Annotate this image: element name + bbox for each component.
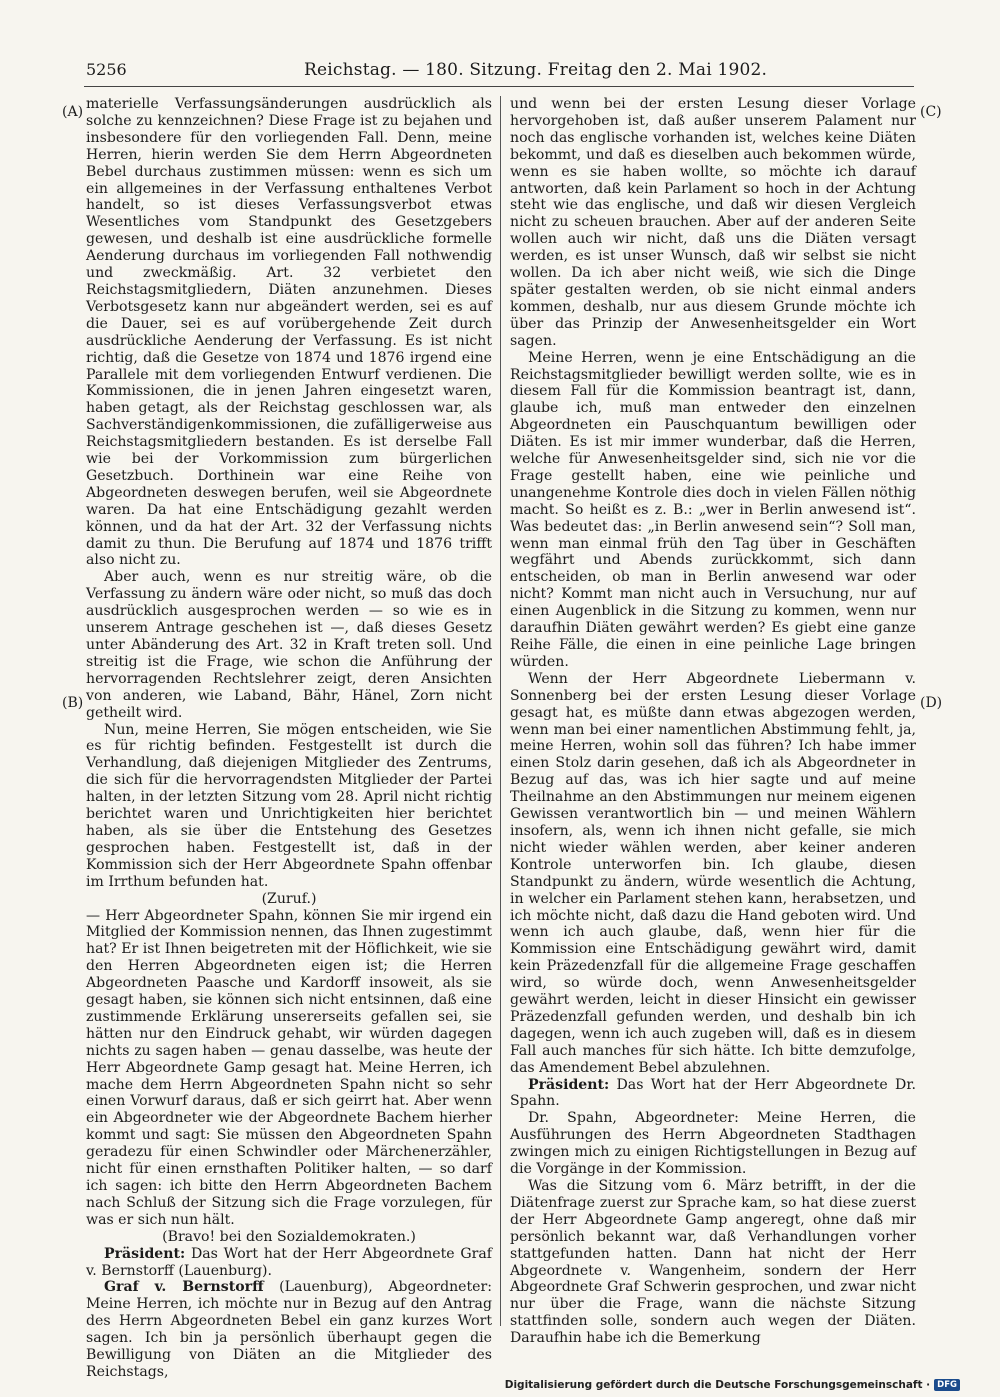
interjection: (Bravo! bei den Sozialdemokraten.)	[162, 1228, 416, 1245]
speaker-text: Das Wort hat der Herr Abgeordnete Graf v. Bernstorff (Lauenburg).	[86, 1245, 492, 1279]
speaker-paragraph	[510, 1077, 916, 1111]
speaker-name: Präsident:	[528, 1076, 610, 1093]
speaker-name: Graf v. Bernstorff	[104, 1279, 264, 1296]
margin-letter-a: (A)	[62, 104, 84, 120]
paragraph: Aber auch, wenn es nur streitig wäre, ob die Verfassung zu ändern wäre oder nicht, so muß das doch ausdrücklich ausgesprochen werden — so wie es in unserem Antrage geschehen ist —, daß dieses Gesetz unter Abänderung des Art. 32 in Kraft treten soll. Und streitig ist die Frage, wie schon die Anführung der hervorragenden Rechtslehrer zeigt, deren Ansichten von anderen, wie Laband, Bähr, Hänel, Zorn nicht getheilt wird.	[86, 569, 492, 721]
speaker-text: , Abgeordneter: Meine Herren, die Ausführungen des Herrn Abgeordneten Stadthagen zwingen mich zu einigen Richtigstellungen in Bezug auf die Vorgänge in der Kommission.	[510, 1110, 917, 1178]
paragraph: und wenn bei der ersten Lesung dieser Vorlage hervorgehoben ist, daß außer unserem Palament nur noch das englische vorhanden ist, welches keine Diäten bekommt, und daß es dieselben auch bekommen würde, wenn es sie haben wollte, so möchte ich darauf antworten, daß kein Parlament so hoch in der Achtung steht wie das englische, und daß wir diesen Vergleich nicht zu scheuen brauchen. Aber auf der anderen Seite wollen auch wir nicht, daß uns die Diäten versagt werden, es ist unser Wunsch, daß wir selbst sie nicht wollen. Da ich aber nicht weiß, wie sich die Dinge später gestalten werden, ob sie nicht einmal anders kommen, deshalb, nur aus diesem Grunde möchte ich über das Prinzip der Anwesenheitsgelder ein Wort sagen.	[510, 96, 916, 349]
paragraph: Was die Sitzung vom 6. März betrifft, in der die Diätenfrage zuerst zur Sprache kam, so hat diese zuerst der Herr Abgeordnete Gamp angeregt, ohne daß mir persönlich bekannt war, daß Verhandlungen vorher stattgefunden hatten. Dann hat nicht der Herr Abgeordnete v. Wangenheim, sondern der Herr Abgeordnete Graf Schwerin gesprochen, und zwar nicht nur über die Frage, wann die nächste Sitzung stattfinden solle, sondern auch wegen der Diäten. Daraufhin habe ich die Bemerkung	[510, 1178, 916, 1347]
header-rule	[84, 86, 914, 87]
page-number: 5256	[86, 60, 127, 79]
paragraph: Meine Herren, wenn je eine Entschädigung an die Reichstagsmitglieder bewilligt werden sollte, wie es in diesem Fall für die Kommission beantragt ist, dann, glaube ich, muß man entweder den einzelnen Abgeordneten ein Pauschquantum bewilligen oder Diäten. Es ist mir immer wunderbar, daß die Herren, welche für Anwesenheitsgelder sind, sich nie vor die Frage gestellt haben, eine wie peinliche und unangenehme Kontrole dies doch in vielen Fällen nöthig macht. So heißt es z. B.: „wer in Berlin anwesend ist“. Was bedeutet das: „in Berlin anwesend sein“? Soll man, wenn man einmal früh den Tag über in Geschäften wegfährt und Abends zurückkommt, sich dann entscheiden, ob man in Berlin anwesend war oder nicht? Kommt man nicht auch in Versuchung, nur auf einen Augenblick in die Sitzung zu kommen, wenn nur daraufhin Diäten gewährt werden? Es giebt eine ganze Reihe Fälle, die einen in eine peinliche Lage bringen würden.	[510, 349, 916, 670]
footer-credit	[505, 1379, 960, 1391]
speaker-text: Das Wort hat der Herr Abgeordnete Dr. Spahn.	[510, 1076, 916, 1110]
speaker-name: Dr. Spahn	[528, 1110, 613, 1127]
paragraph: materielle Verfassungsänderungen ausdrücklich als solche zu kennzeichnen? Diese Frage ist zu bejahen und insbesondere für den vorliegenden Fall. Denn, meine Herren, hierin werden Sie dem Herrn Abgeordneten Bebel durchaus zustimmen müssen: wenn es sich um ein allgemeines in der Verfassung enthaltenes Verbot handelt, so ist dieses Verfassungsverbot etwas Wesentliches vom Standpunkt des Gesetzgebers gewesen, und deshalb ist eine ausdrückliche formelle Aenderung durchaus im vorliegenden Fall nothwendig und zweckmäßig. Art. 32 verbietet den Reichstagsmitgliedern, Diäten anzunehmen. Dieses Verbotsgesetz kann nur abgeändert werden, sei es auf die Dauer, sei es auf vorübergehende Zeit durch ausdrückliche Aenderung der Verfassung. Es ist nicht richtig, daß die Gesetze von 1874 und 1876 irgend eine Parallele mit dem vorliegenden Entwurf verdienen. Die Kommissionen, die in jenen Jahren eingesetzt waren, haben getagt, als der Reichstag geschlossen war, als Sachverständigenkommissionen, die zufälligerweise aus Reichstagsmitgliedern bestanden. Es ist derselbe Fall wie bei der Vorkommission zum bürgerlichen Gesetzbuch. Dorthinein war eine Reihe von Abgeordneten deswegen berufen, weil sie Abgeordnete waren. Da hat eine Entschädigung gezahlt werden können, und da hat der Art. 32 der Verfassung nichts damit zu thun. Die Berufung auf 1874 und 1876 trifft also nicht zu.	[86, 96, 492, 569]
speaker-text: (Lauenburg), Abgeordneter: Meine Herren, ich möchte nur in Bezug auf den Antrag des Herrn Abgeordneten Bebel ein ganz kurzes Wort sagen. Ich bin ja persönlich überhaupt gegen die Bewilligung von Diäten an die Mitglieder des Reichstags,	[86, 1279, 492, 1380]
speaker-name: Präsident:	[104, 1245, 186, 1262]
margin-letter-c: (C)	[920, 104, 942, 120]
interjection: (Zuruf.)	[261, 890, 317, 907]
right-column	[510, 96, 916, 1347]
paragraph: Nun, meine Herren, Sie mögen entscheiden, wie Sie es für richtig befinden. Festgestellt ist durch die Verhandlung, daß diejenigen Mitglieder des Zentrums, die sich für die hervorragendsten Mitglieder der Partei halten, in der letzten Sitzung vom 28. April nicht richtig berichtet waren und Unrichtigkeiten hier berichtet haben, als sie über die Entstehung des Gesetzes gesprochen haben. Festgestellt ist, daß in der Kommission sich der Herr Abgeordnete Spahn offenbar im Irrthum befunden hat.	[86, 721, 492, 890]
dfg-logo: DFG	[934, 1379, 960, 1391]
margin-letter-b: (B)	[62, 695, 84, 711]
column-divider	[500, 96, 501, 1326]
paragraph: Wenn der Herr Abgeordnete Liebermann v. Sonnenberg bei der ersten Lesung dieser Vorlage gesagt hat, es müßte dann etwas abgezogen werden, wenn man bei einer namentlichen Abstimmung fehlt, ja, meine Herren, wohin soll das führen? Ich habe immer einen Stolz darin gesehen, daß ich als Abgeordneter in Bezug auf das, was ich hier sagte und auf meine Theilnahme an den Abstimmungen nur meinem eigenen Gewissen verantwortlich bin — und meinen Wählern insofern, als, wenn ich ihnen nicht gefalle, sie mich nicht wieder wählen werden, aber keiner anderen Kontrole unterworfen bin. Ich glaube, diesen Standpunkt zu ändern, würde wesentlich die Achtung, in welcher ein Parlament stehen kann, herabsetzen, und ich möchte nicht, daß dazu die Hand geboten wird. Und wenn ich auch glaube, daß, wenn hier für die Kommission eine Entschädigung gewährt wird, damit kein Präzedenzfall für die allgemeine Frage geschaffen wird, so würde doch, wenn Anwesenheitsgelder gewährt werden, leicht in dieser Hinsicht ein gewisser Präzedenzfall gefunden werden, und deshalb bin ich dagegen, wenn ich auch zugeben will, daß es in diesem Fall auch manches für sich hätte. Ich bitte demzufolge, das Amendement Bebel abzulehnen.	[510, 670, 916, 1076]
margin-letter-d: (D)	[920, 695, 943, 711]
running-head: Reichstag. — 180. Sitzung. Freitag den 2. Mai 1902.	[304, 60, 768, 80]
page-header	[86, 60, 918, 84]
left-column	[86, 96, 492, 1381]
speaker-paragraph	[86, 1246, 492, 1280]
footer-credit-text: Digitalisierung gefördert durch die Deutsche Forschungsgemeinschaft ·	[504, 1379, 931, 1391]
paragraph: — Herr Abgeordneter Spahn, können Sie mir irgend ein Mitglied der Kommission nennen, das Ihnen zugestimmt hat? Er ist Ihnen beigetreten mit der Höflichkeit, wie sie den Herren Abgeordneten eigen ist; die Herren Abgeordneten Paasche und Kardorff insoweit, als sie gesagt haben, sie können sich nicht entsinnen, daß eine zustimmende Erklärung unsererseits gefallen sei, sie hätten nur den Eindruck gehabt, wir würden dagegen nichts zu sagen haben — genau dasselbe, was heute der Herr Abgeordnete Gamp gesagt hat. Meine Herren, ich mache dem Herrn Abgeordneten Spahn nicht so sehr einen Vorwurf daraus, daß er sich geirrt hat. Aber wenn ein Abgeordneter wie der Abgeordnete Bachem hierher kommt und sagt: Sie müssen den Abgeordneten Spahn geradezu für einen Schwindler oder Märchenerzähler, nicht für einen ernsthaften Politiker halten, — so darf ich sagen: ich bitte den Herrn Abgeordneten Bachem nach Schluß der Sitzung sich die Frage vorzulegen, für was er sich nun hält.	[86, 907, 492, 1228]
speaker-paragraph	[86, 1279, 492, 1380]
speaker-paragraph	[510, 1110, 916, 1178]
